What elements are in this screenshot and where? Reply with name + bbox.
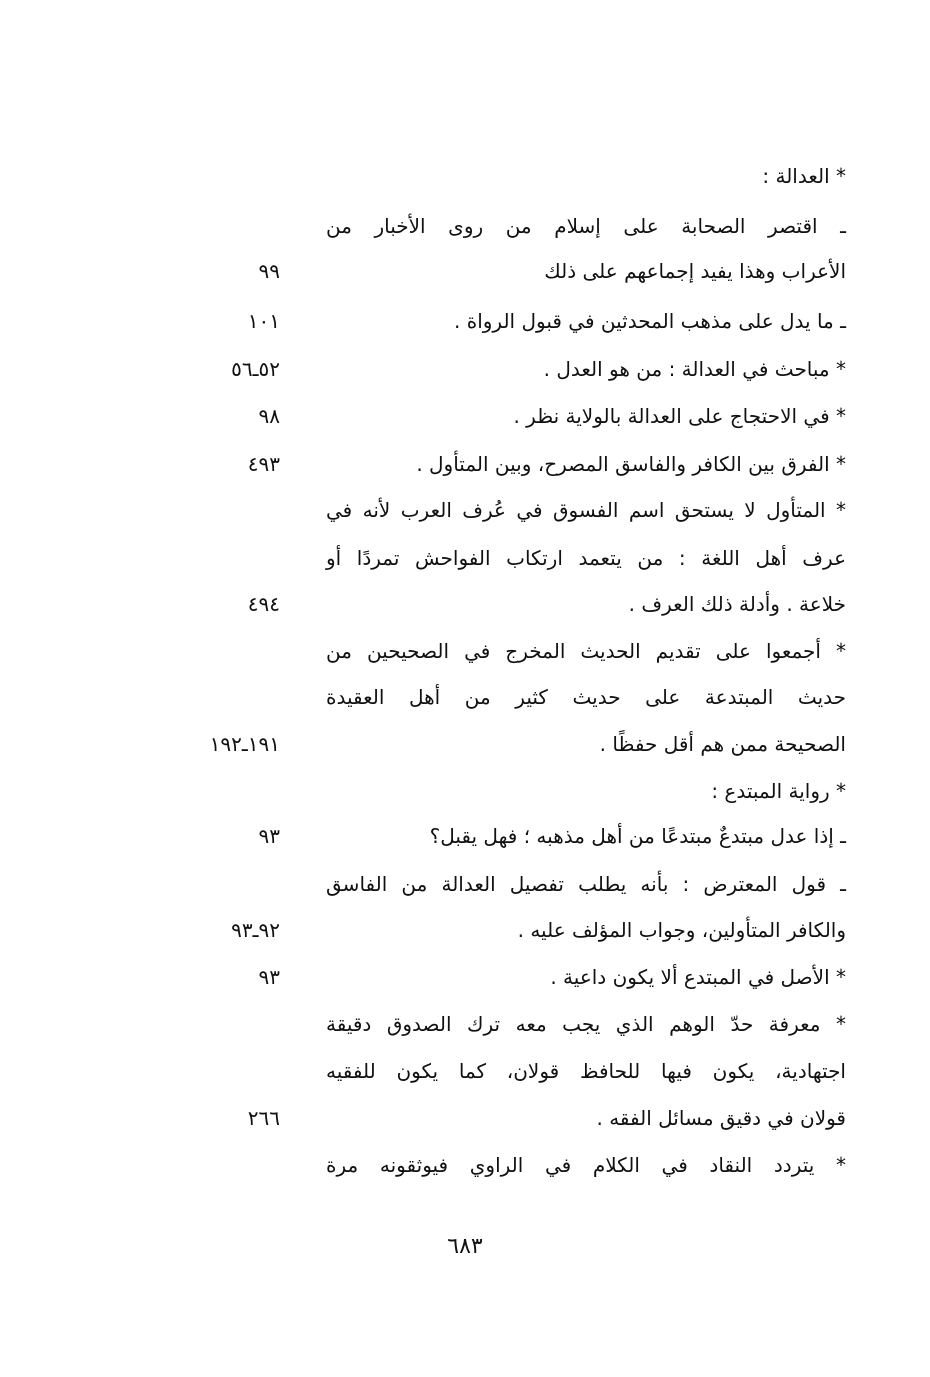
page-reference: ٩٣ [258, 965, 280, 989]
entry-line: * الفرق بين الكافر والفاسق المصرح، وبين المتأول . [416, 452, 846, 476]
entry-line: * معرفة حدّ الوهم الذي يجب معه ترك الصدوق دقيقة [326, 1012, 846, 1036]
entry-line: * يتردد النقاد في الكلام في الراوي فيوثقونه مرة [326, 1153, 846, 1177]
page-reference: ٤٩٤ [247, 592, 280, 616]
page-reference: ٩٣ [258, 824, 280, 848]
entry-line: * في الاحتجاج على العدالة بالولاية نظر . [513, 404, 846, 428]
page-reference: ١٠١ [247, 309, 280, 333]
entry-line: ـ قول المعترض : بأنه يطلب تفصيل العدالة من الفاسق [326, 872, 846, 896]
entry-line: الأعراب وهذا يفيد إجماعهم على ذلك [544, 259, 846, 283]
entry-line: ـ اقتصر الصحابة على إسلام من روى الأخبار من [326, 214, 846, 238]
entry-line: والكافر المتأولين، وجواب المؤلف عليه . [517, 918, 846, 942]
page-reference: ٥٢ـ٥٦ [231, 357, 280, 381]
entry-line: * المتأول لا يستحق اسم الفسوق في عُرف العرب لأنه في [326, 498, 846, 522]
entry-line: حديث المبتدعة على حديث كثير من أهل العقيدة [326, 685, 846, 709]
entry-line: خلاعة . وأدلة ذلك العرف . [628, 592, 846, 616]
page-number: ٦٨٣ [447, 1234, 483, 1259]
entry-line: ـ ما يدل على مذهب المحدثين في قبول الرواة . [454, 309, 846, 333]
entry-line: * رواية المبتدع : [711, 779, 846, 803]
page-reference: ١٩١ـ١٩٢ [209, 732, 280, 756]
page-reference: ٩٨ [258, 404, 280, 428]
page-reference: ٤٩٣ [247, 452, 280, 476]
page-reference: ٩٩ [258, 259, 280, 283]
page-reference: ٢٦٦ [247, 1106, 280, 1130]
entry-line: * الأصل في المبتدع ألا يكون داعية . [550, 965, 846, 989]
entry-line: قولان في دقيق مسائل الفقه . [596, 1106, 846, 1130]
entry-line: عرف أهل اللغة : من يتعمد ارتكاب الفواحش تمردًا أو [326, 546, 846, 570]
entry-line: * العدالة : [762, 164, 846, 188]
entry-line: * مباحث في العدالة : من هو العدل . [543, 357, 846, 381]
entry-line: ـ إذا عدل مبتدعٌ مبتدعًا من أهل مذهبه ؛ فهل يقبل؟ [429, 824, 846, 848]
entry-line: اجتهادية، يكون فيها للحافظ قولان، كما يكون للفقيه [326, 1059, 846, 1083]
page-reference: ٩٢ـ٩٣ [231, 918, 280, 942]
entry-line: الصحيحة ممن هم أقل حفظًا . [599, 732, 846, 756]
entry-line: * أجمعوا على تقديم الحديث المخرج في الصحيحين من [326, 639, 846, 663]
